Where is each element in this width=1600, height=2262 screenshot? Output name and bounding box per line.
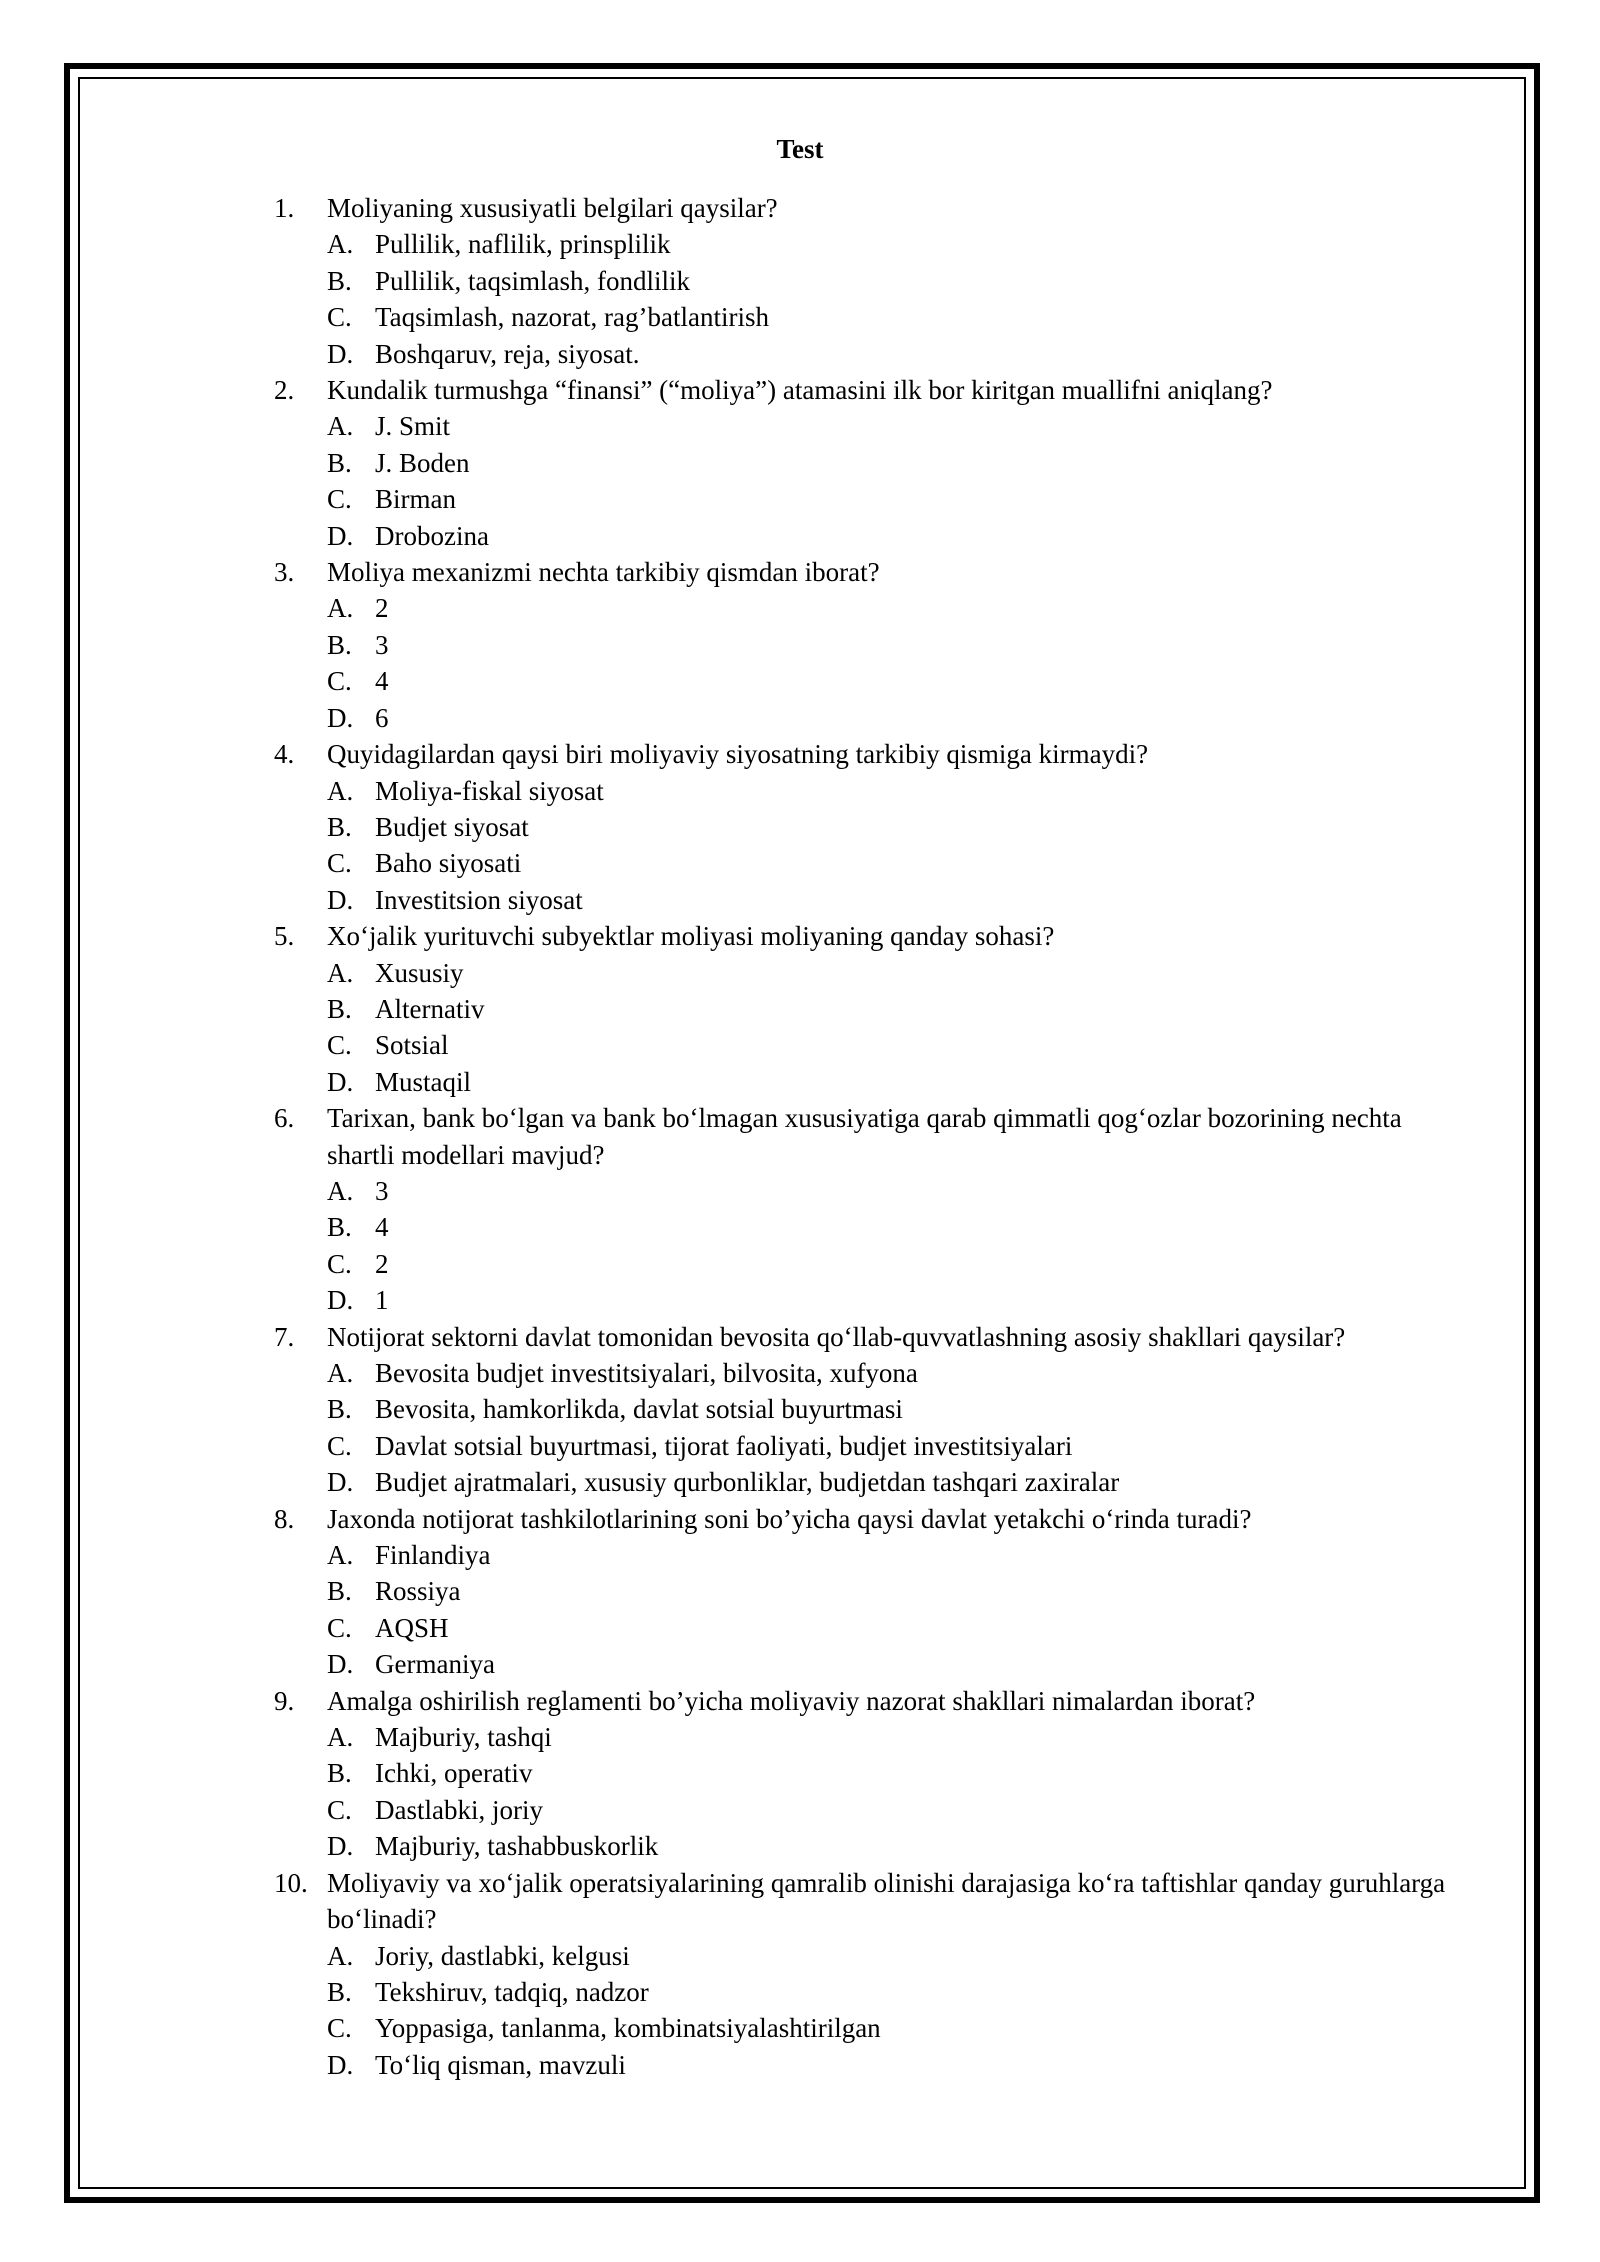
option-item — [327, 336, 1474, 372]
option-letter: C. — [327, 302, 352, 333]
option-list — [274, 408, 1474, 554]
option-letter: D. — [327, 702, 354, 733]
option-letter: C. — [327, 484, 352, 515]
option-list — [274, 1719, 1474, 1865]
option-item — [327, 1428, 1474, 1464]
option-letter: B. — [327, 1212, 352, 1243]
question-row — [274, 1501, 1474, 1537]
question-number: 3. — [274, 557, 295, 588]
question-block — [274, 1683, 1474, 1865]
option-list — [274, 1938, 1474, 2084]
option-text: Taqsimlash, nazorat, rag’batlantirish — [375, 302, 769, 333]
option-letter: A. — [327, 593, 354, 624]
option-item — [327, 2010, 1474, 2046]
question-row — [274, 1865, 1474, 1938]
question-number: 10. — [274, 1867, 308, 1898]
option-letter: C. — [327, 1248, 352, 1279]
option-text: Boshqaruv, reja, siyosat. — [375, 338, 640, 369]
question-text: Moliya mexanizmi nechta tarkibiy qismdan iborat? — [327, 557, 880, 588]
option-text: Baho siyosati — [375, 848, 522, 879]
option-item — [327, 1246, 1474, 1282]
option-item — [327, 1610, 1474, 1646]
option-letter: A. — [327, 1940, 354, 1971]
option-text: Bevosita, hamkorlikda, davlat sotsial buyurtmasi — [375, 1394, 903, 1425]
option-item — [327, 882, 1474, 918]
option-text: Sotsial — [375, 1030, 449, 1061]
option-text: Ichki, operativ — [375, 1758, 533, 1789]
option-item — [327, 991, 1474, 1027]
option-letter: C. — [327, 1794, 352, 1825]
option-letter: D. — [327, 884, 354, 915]
option-text: Joriy, dastlabki, kelgusi — [375, 1940, 630, 1971]
option-text: 2 — [375, 1248, 389, 1279]
option-item — [327, 226, 1474, 262]
option-item — [327, 1792, 1474, 1828]
option-text: Rossiya — [375, 1576, 461, 1607]
option-letter: D. — [327, 1285, 354, 1316]
option-letter: B. — [327, 811, 352, 842]
option-letter: B. — [327, 1976, 352, 2007]
option-item — [327, 955, 1474, 991]
question-row — [274, 372, 1474, 408]
question-text: Tarixan, bank bo‘lgan va bank bo‘lmagan xususiyatiga qarab qimmatli qog‘ozlar bozorining nechta shartli modellari mavjud? — [327, 1103, 1402, 1170]
option-item — [327, 627, 1474, 663]
option-text: Budjet siyosat — [375, 811, 529, 842]
question-text: Notijorat sektorni davlat tomonidan bevosita qo‘llab-quvvatlashning asosiy shakllari qaysilar? — [327, 1321, 1346, 1352]
option-item — [327, 1173, 1474, 1209]
option-text: Pullilik, taqsimlash, fondlilik — [375, 265, 691, 296]
option-item — [327, 1064, 1474, 1100]
question-number: 6. — [274, 1103, 295, 1134]
option-text: To‘liq qisman, mavzuli — [375, 2049, 626, 2080]
option-letter: B. — [327, 993, 352, 1024]
question-number: 1. — [274, 193, 295, 223]
option-list — [274, 1537, 1474, 1683]
option-item — [327, 1355, 1474, 1391]
option-item — [327, 445, 1474, 481]
option-item — [327, 1938, 1474, 1974]
question-row — [274, 554, 1474, 590]
option-letter: C. — [327, 1030, 352, 1061]
option-letter: A. — [327, 775, 354, 806]
option-text: 6 — [375, 702, 389, 733]
option-text: Tekshiruv, tadqiq, nadzor — [375, 1976, 649, 2007]
question-text: Moliyaviy va xo‘jalik operatsiyalarining qamralib olinishi darajasiga ko‘ra taftishlar qanday guruhlarga bo‘linadi? — [327, 1867, 1446, 1935]
question-text: Xo‘jalik yurituvchi subyektlar moliyasi moliyaning qanday sohasi? — [327, 921, 1055, 952]
option-letter: B. — [327, 629, 352, 660]
option-text: Majburiy, tashqi — [375, 1722, 552, 1753]
question-row — [274, 918, 1474, 954]
option-item — [327, 773, 1474, 809]
option-list — [274, 226, 1474, 372]
question-block — [274, 736, 1474, 918]
option-item — [327, 1646, 1474, 1682]
option-letter: A. — [327, 1722, 354, 1753]
option-item — [327, 1027, 1474, 1063]
option-text: 1 — [375, 1285, 389, 1316]
option-letter: D. — [327, 1649, 354, 1680]
option-letter: B. — [327, 1576, 352, 1607]
option-letter: B. — [327, 447, 352, 478]
option-item — [327, 299, 1474, 335]
question-number: 8. — [274, 1503, 295, 1534]
option-letter: A. — [327, 411, 354, 442]
question-text: Jaxonda notijorat tashkilotlarining soni bo’yicha qaysi davlat yetakchi o‘rinda turadi? — [327, 1503, 1252, 1534]
option-text: AQSH — [375, 1612, 449, 1643]
option-list — [274, 773, 1474, 919]
option-letter: C. — [327, 2013, 352, 2044]
option-letter: D. — [327, 1831, 354, 1862]
option-text: Pullilik, naflilik, prinsplilik — [375, 229, 671, 260]
question-block — [274, 554, 1474, 736]
question-block — [274, 190, 1474, 372]
question-number: 7. — [274, 1321, 295, 1352]
option-text: Davlat sotsial buyurtmasi, tijorat faoliyati, budjet investitsiyalari — [375, 1430, 1073, 1461]
option-letter: A. — [327, 229, 354, 260]
option-letter: A. — [327, 1175, 354, 1206]
option-item — [327, 2047, 1474, 2083]
question-block — [274, 1319, 1474, 1501]
option-item — [327, 590, 1474, 626]
question-text: Kundalik turmushga “finansi” (“moliya”) atamasini ilk bor kiritgan muallifni aniqlang? — [327, 375, 1273, 406]
question-text: Moliyaning xususiyatli belgilari qaysilar? — [327, 193, 778, 223]
option-list — [274, 955, 1474, 1101]
question-list — [274, 190, 1474, 2083]
option-text: 3 — [375, 1175, 389, 1206]
option-text: Mustaqil — [375, 1066, 472, 1097]
question-row — [274, 1683, 1474, 1719]
option-text: Bevosita budjet investitsiyalari, bilvosita, xufyona — [375, 1358, 918, 1388]
option-text: 2 — [375, 593, 389, 624]
option-item — [327, 263, 1474, 299]
question-number: 9. — [274, 1685, 295, 1716]
option-letter: D. — [327, 2049, 354, 2080]
question-number: 2. — [274, 375, 295, 406]
option-text: Moliya-fiskal siyosat — [375, 775, 604, 806]
question-block — [274, 1501, 1474, 1683]
option-text: Dastlabki, joriy — [375, 1794, 543, 1825]
question-row — [274, 1319, 1474, 1355]
question-number: 5. — [274, 921, 295, 952]
option-item — [327, 408, 1474, 444]
option-item — [327, 1755, 1474, 1791]
option-text: Finlandiya — [375, 1540, 491, 1571]
option-item — [327, 663, 1474, 699]
option-letter: A. — [327, 1540, 354, 1571]
option-item — [327, 1573, 1474, 1609]
option-item — [327, 700, 1474, 736]
option-item — [327, 1464, 1474, 1500]
option-text: Alternativ — [375, 993, 485, 1024]
option-text: Xususiy — [375, 957, 464, 988]
option-text: Drobozina — [375, 520, 489, 551]
option-text: Germaniya — [375, 1649, 495, 1680]
option-text: 3 — [375, 629, 389, 660]
option-letter: B. — [327, 1758, 352, 1789]
option-item — [327, 845, 1474, 881]
question-text: Quyidagilardan qaysi biri moliyaviy siyosatning tarkibiy qismiga kirmaydi? — [327, 739, 1149, 770]
option-text: Birman — [375, 484, 456, 515]
option-letter: D. — [327, 520, 354, 551]
option-text: 4 — [375, 666, 389, 697]
option-letter: B. — [327, 265, 352, 296]
option-item — [327, 1974, 1474, 2010]
page-title: Test — [776, 134, 824, 164]
option-text: Majburiy, tashabbuskorlik — [375, 1831, 659, 1862]
question-row — [274, 190, 1474, 226]
option-item — [327, 518, 1474, 554]
option-letter: B. — [327, 1394, 352, 1425]
question-number: 4. — [274, 739, 295, 770]
option-letter: D. — [327, 1066, 354, 1097]
option-list — [274, 1173, 1474, 1319]
option-letter: C. — [327, 848, 352, 879]
option-letter: C. — [327, 666, 352, 697]
question-row — [274, 736, 1474, 772]
option-item — [327, 1391, 1474, 1427]
option-letter: C. — [327, 1430, 352, 1461]
question-block — [274, 372, 1474, 554]
option-letter: D. — [327, 1467, 354, 1498]
question-row — [274, 1100, 1474, 1173]
option-letter: C. — [327, 1612, 352, 1643]
option-text: J. Boden — [375, 447, 470, 478]
option-item — [327, 1537, 1474, 1573]
option-text: J. Smit — [375, 411, 451, 442]
option-list — [274, 1355, 1474, 1501]
option-item — [327, 1282, 1474, 1318]
option-letter: A. — [327, 1358, 354, 1388]
option-list — [274, 590, 1474, 736]
option-item — [327, 1209, 1474, 1245]
option-text: Investitsion siyosat — [375, 884, 583, 915]
option-item — [327, 1828, 1474, 1864]
question-text: Amalga oshirilish reglamenti bo’yicha moliyaviy nazorat shakllari nimalardan iborat? — [327, 1685, 1256, 1716]
option-letter: A. — [327, 957, 354, 988]
option-item — [327, 809, 1474, 845]
question-block — [274, 1865, 1474, 2083]
option-text: Yoppasiga, tanlanma, kombinatsiyalashtirilgan — [375, 2013, 881, 2044]
question-block — [274, 1100, 1474, 1318]
option-item — [327, 1719, 1474, 1755]
option-letter: D. — [327, 338, 354, 369]
option-item — [327, 481, 1474, 517]
option-text: 4 — [375, 1212, 389, 1243]
question-block — [274, 918, 1474, 1100]
option-text: Budjet ajratmalari, xususiy qurbonliklar, budjetdan tashqari zaxiralar — [375, 1467, 1120, 1498]
